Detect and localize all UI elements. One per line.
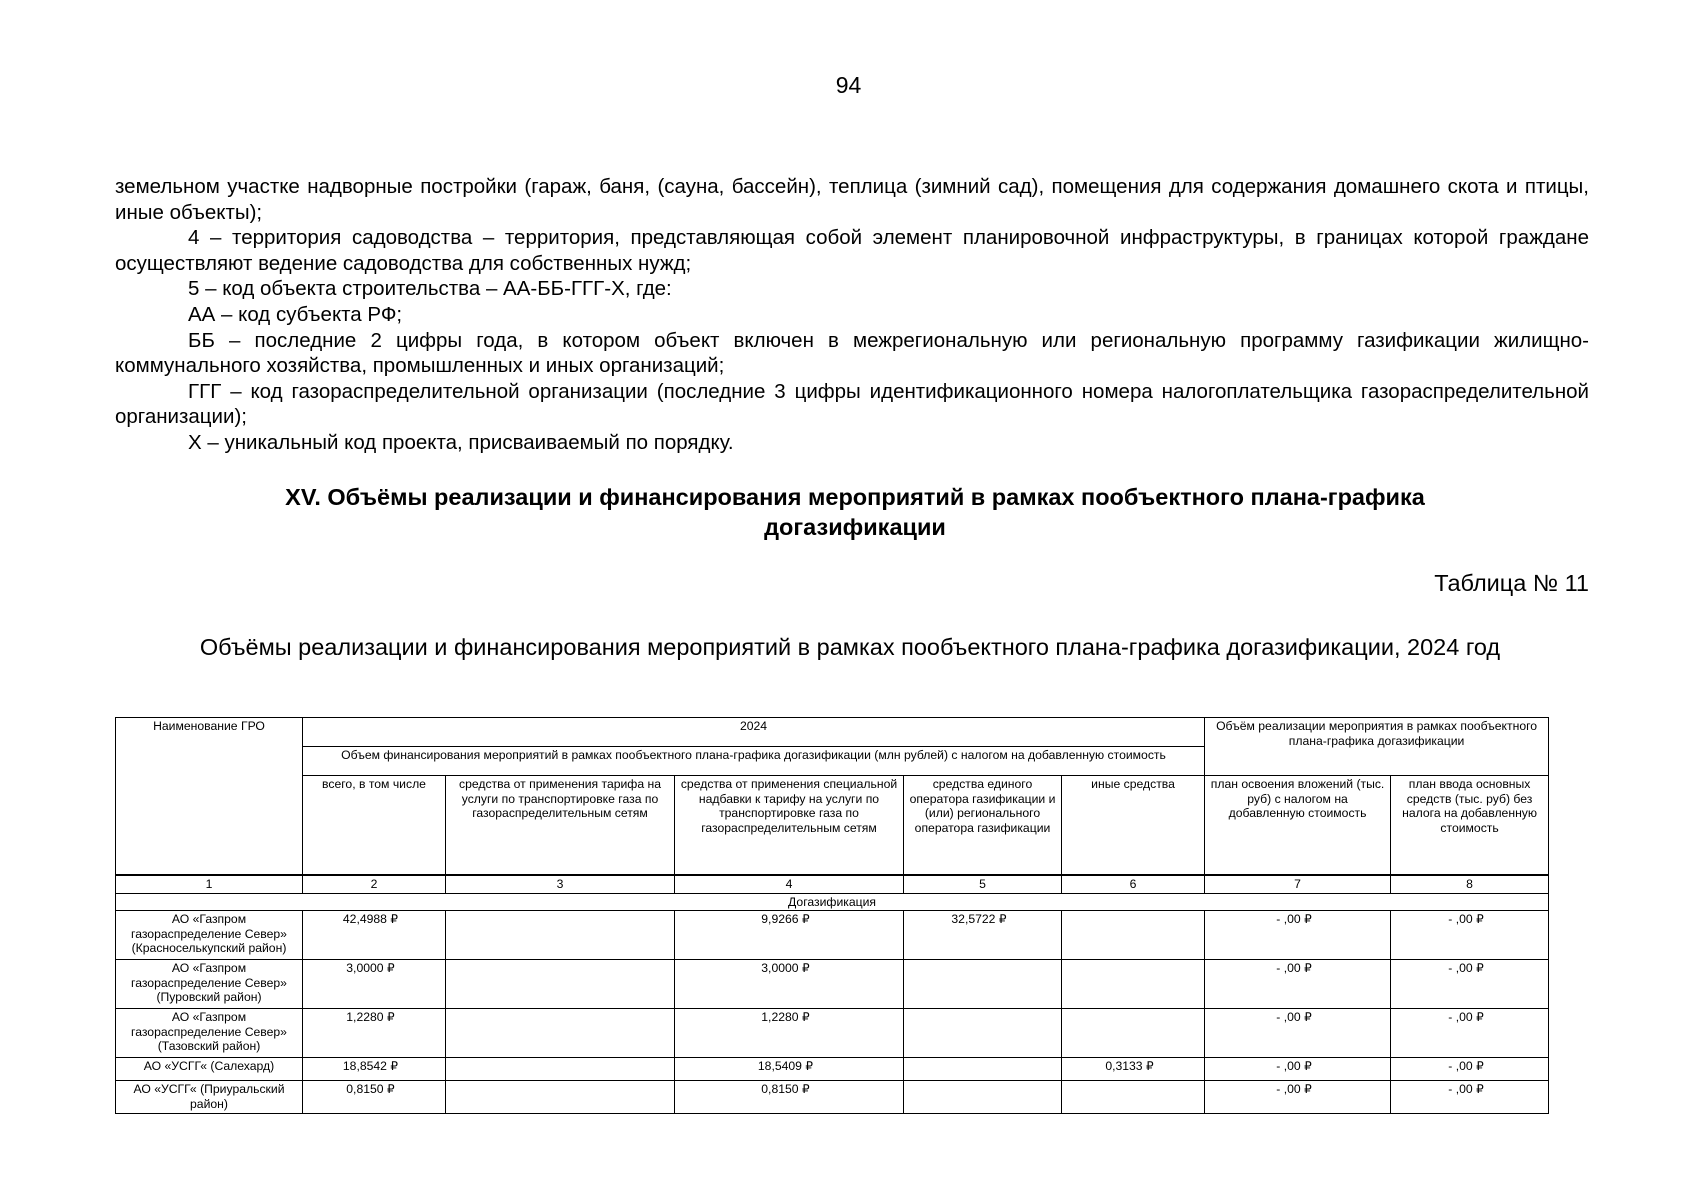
cell-value: 1,2280 ₽ [761,1010,809,1024]
cell-value: - ,00 ₽ [1276,1082,1312,1096]
cell-empty [446,1081,675,1114]
header-year: 2024 [303,718,1205,747]
index-cell: 4 [675,875,904,893]
cell-value: - ,00 ₽ [1448,912,1484,926]
row-name: АО «УСГГ« (Приуральский район) [116,1081,303,1114]
cell-value: 42,4988 ₽ [343,912,398,926]
index-cell: 2 [303,875,446,893]
header-col-4: средства от применения специальной надбавки к тарифу на услуги по транспортировке газа по газораспределительным сетям [675,776,904,876]
cell-empty [1062,911,1205,960]
cell-value: - ,00 ₽ [1276,1010,1312,1024]
section-title: XV. Объёмы реализации и финансирования мероприятий в рамках пообъектного плана-графика догазификации [285,484,1425,540]
table-label: Таблица № 11 [1434,570,1589,596]
paragraph: ГГГ – код газораспределительной организации (последние 3 цифры идентификационного номера налогоплательщика газораспределительной организации); [115,379,1589,429]
paragraph: АА – код субъекта РФ; [188,302,403,326]
header-volume-group: Объём реализации мероприятия в рамках пообъектного плана-графика догазификации [1205,718,1549,776]
cell-value: 18,5409 ₽ [758,1059,813,1073]
cell-empty [904,1009,1062,1058]
cell-value: - ,00 ₽ [1276,1059,1312,1073]
row-name: АО «Газпром газораспределение Север» (Пуровский район) [116,960,303,1009]
paragraph: ББ – последние 2 цифры года, в котором объект включен в межрегиональную или региональную программу газификации жилищно-коммунального хозяйства, промышленных и иных организаций; [115,328,1589,378]
cell-value: - ,00 ₽ [1276,912,1312,926]
cell-empty [904,960,1062,1009]
cell-value: 3,0000 ₽ [346,961,394,975]
cell-empty [446,1009,675,1058]
cell-empty [446,1058,675,1081]
header-col-3: средства от применения тарифа на услуги по транспортировке газа по газораспределительным сетям [446,776,675,876]
cell-empty [1062,1081,1205,1114]
table-row [116,911,1549,960]
paragraph: 5 – код объекта строительства – АА-ББ-ГГГ-Х, где: [188,277,672,301]
page-number: 94 [835,72,862,98]
cell-value: - ,00 ₽ [1448,1059,1484,1073]
cell-value: 0,8150 ₽ [761,1082,809,1096]
cell-value: - ,00 ₽ [1448,1010,1484,1024]
cell-empty [446,960,675,1009]
paragraph: земельном участке надворные постройки (гараж, баня, (сауна, бассейн), теплица (зимний сад), помещения для содержания домашнего скота и птицы, иные объекты); [115,175,1589,224]
index-cell: 8 [1391,875,1549,893]
index-cell: 6 [1062,875,1205,893]
index-cell: 3 [446,875,675,893]
financing-table [115,717,1549,1114]
cell-value: 1,2280 ₽ [346,1010,394,1024]
table-row [116,1009,1549,1058]
cell-value: 0,8150 ₽ [346,1082,394,1096]
cell-empty [1062,1009,1205,1058]
cell-empty [904,1081,1062,1114]
group-label: Догазификация [116,893,1549,911]
cell-empty [904,1058,1062,1081]
header-gro: Наименование ГРО [116,718,303,876]
row-name: АО «УСГГ« (Салехард) [116,1058,303,1081]
group-row [116,893,1549,911]
cell-empty [1062,960,1205,1009]
cell-value: - ,00 ₽ [1448,1082,1484,1096]
header-financing-group: Объем финансирования мероприятий в рамках пообъектного плана-графика догазификации (млн рублей) с налогом на добавленную стоимость [303,747,1205,776]
cell-value: 3,0000 ₽ [761,961,809,975]
cell-value: 18,8542 ₽ [343,1059,398,1073]
index-cell: 5 [904,875,1062,893]
header-col-5: средства единого оператора газификации и (или) регионального оператора газификации [904,776,1062,876]
table-caption: Объёмы реализации и финансирования мероприятий в рамках пообъектного плана-графика догазификации, 2024 год [199,634,1501,660]
body-text [115,174,1589,456]
row-name: АО «Газпром газораспределение Север» (Красноселькупский район) [116,911,303,960]
index-row [116,875,1549,893]
table-row [116,1058,1549,1081]
cell-empty [446,911,675,960]
header-col-8: план ввода основных средств (тыс. руб) без налога на добавленную стоимость [1391,776,1549,876]
header-col-7: план освоения вложений (тыс. руб) с налогом на добавленную стоимость [1205,776,1391,876]
cell-value: 32,5722 ₽ [951,912,1006,926]
table-row [116,1081,1549,1114]
paragraph: Х – уникальный код проекта, присваиваемый по порядку. [188,430,734,454]
header-col-6: иные средства [1062,776,1205,876]
index-cell: 7 [1205,875,1391,893]
index-cell: 1 [116,875,303,893]
cell-value: - ,00 ₽ [1276,961,1312,975]
row-name: АО «Газпром газораспределение Север» (Тазовский район) [116,1009,303,1058]
table-row [116,960,1549,1009]
header-col-2: всего, в том числе [303,776,446,876]
cell-value: 9,9266 ₽ [761,912,809,926]
cell-value: - ,00 ₽ [1448,961,1484,975]
paragraph: 4 – территория садоводства – территория, представляющая собой элемент планировочной инфраструктуры, в границах которой граждане осуществляют ведение садоводства для собственных нужд; [115,226,1589,275]
cell-value: 0,3133 ₽ [1105,1059,1153,1073]
